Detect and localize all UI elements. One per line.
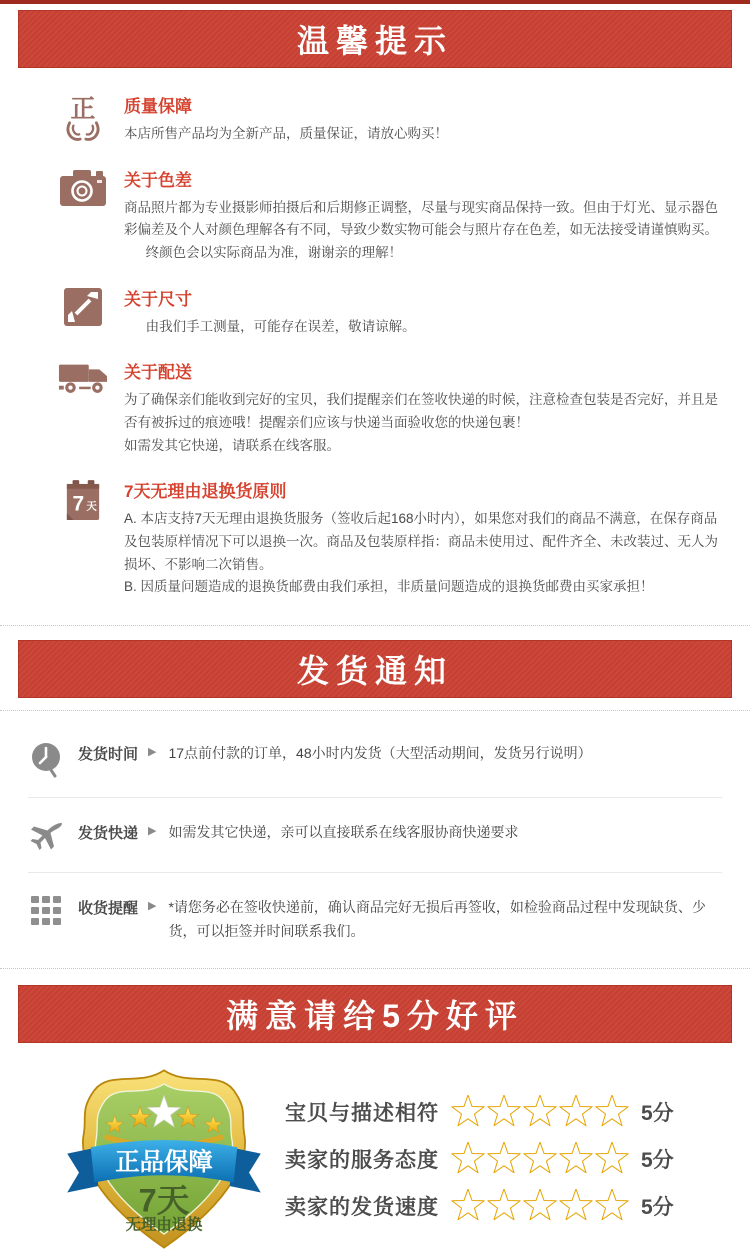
shipping-row-express	[28, 797, 722, 872]
quality-hands-icon	[58, 92, 108, 146]
shipping-row-time	[28, 719, 722, 797]
arrow-right-icon: ▶	[148, 825, 157, 838]
rating-header-title: 满意请给5分好评	[226, 997, 524, 1034]
star-icon	[523, 1095, 557, 1129]
rating-row-description	[285, 1095, 716, 1129]
shipping-row-text: 如需发其它快递，亲可以直接联系在线客服协商快递要求	[168, 824, 519, 841]
tip-quality-text: 本店所售产品均为全新产品，质量保证，请放心购买！	[124, 126, 448, 141]
five-stars-icon	[451, 1095, 631, 1129]
star-icon	[559, 1189, 593, 1223]
tip-color	[58, 166, 720, 265]
plane-icon	[28, 820, 64, 854]
rating-row-service	[285, 1142, 716, 1176]
five-stars-icon	[451, 1142, 631, 1176]
rating-row-label: 卖家的服务态度	[285, 1148, 439, 1172]
shipping-header	[18, 640, 732, 698]
star-icon	[523, 1142, 557, 1176]
arrow-right-icon: ▶	[148, 900, 157, 913]
authenticity-badge	[56, 1059, 271, 1259]
tip-return	[58, 477, 720, 599]
rating-rows	[271, 1082, 716, 1236]
page-top-strip	[0, 0, 750, 4]
separator-dotted	[0, 968, 750, 969]
separator-dotted	[0, 625, 750, 626]
truck-icon	[58, 358, 108, 457]
rating-row-label: 卖家的发货速度	[285, 1195, 439, 1219]
badge-ribbon-text: 正品保障	[114, 1148, 213, 1176]
tip-delivery-text2: 如需发其它快递，请联系在线客服。	[124, 437, 340, 453]
shipping-row-label: 发货时间	[78, 746, 139, 764]
tips-header	[18, 10, 732, 68]
tip-size	[58, 285, 720, 339]
rating-row-score: 5分	[641, 1101, 674, 1125]
clock-icon	[28, 741, 64, 779]
shipping-row-text: *请您务必在签收快递前，确认商品完好无损后再签收，如检验商品过程中发现缺货、少货，可以拒签并时间联系我们。	[168, 899, 706, 939]
tip-quality-title: 质量保障	[124, 97, 192, 116]
shipping-header-title: 发货通知	[296, 653, 453, 690]
shipping-row-label: 收货提醒	[78, 900, 139, 918]
tips-header-title: 温馨提示	[296, 23, 453, 59]
star-icon	[559, 1142, 593, 1176]
tip-delivery-text: 为了确保亲们能收到完好的宝贝，我们提醒亲们在签收快递的时候，注意检查包装是否完好，并且是否有被拆过的痕迹哦！提醒亲们应该与快递当面验收您的快递包裹！	[124, 392, 718, 431]
tip-return-text2: B. 因质量问题造成的退换货邮费由我们承担，非质量问题造成的退换货邮费由买家承担！	[124, 579, 654, 595]
star-icon	[451, 1189, 485, 1223]
camera-icon	[58, 166, 108, 265]
badge-7day-text: 7天	[138, 1182, 189, 1219]
rating-row-speed	[285, 1189, 716, 1223]
resize-arrow-icon	[58, 285, 108, 339]
rating-header	[18, 985, 732, 1043]
rating-row-score: 5分	[641, 1148, 674, 1172]
tips-section	[0, 68, 750, 625]
tip-return-text: A. 本店支持7天无理由退换货服务（签收后起168小时内），如果您对我们的商品不满意，在保存商品及包装原样情况下可以退换一次。商品及包装原样指：商品未使用过、配件齐全、未改装过、无人为损坏、不影响二次销售。	[124, 511, 718, 572]
tip-delivery-title: 关于配送	[124, 363, 192, 383]
tip-color-text: 商品照片都为专业摄影师拍摄后和后期修正调整，尽量与现实商品保持一致。但由于灯光、显示器色彩偏差及个人对颜色理解各有不同，导致少数实物可能会与照片存在色差，如无法接受请谨慎购买。	[124, 199, 718, 238]
shipping-row-text: 17点前付款的订单，48小时内发货（大型活动期间，发货另行说明）	[168, 745, 592, 762]
star-icon	[595, 1142, 629, 1176]
star-icon	[523, 1189, 557, 1223]
rating-row-label: 宝贝与描述相符	[285, 1101, 439, 1125]
calendar-7day-icon	[58, 477, 108, 599]
svg-text:正: 正	[70, 95, 96, 124]
star-icon	[487, 1189, 521, 1223]
tip-size-title: 关于尺寸	[124, 289, 192, 309]
star-icon	[451, 1142, 485, 1176]
arrow-right-icon: ▶	[148, 746, 157, 759]
rating-row-score: 5分	[641, 1195, 674, 1219]
svg-text:7: 7	[72, 492, 85, 516]
tip-quality	[58, 92, 720, 146]
svg-text:天: 天	[86, 501, 97, 513]
shipping-row-label: 发货快递	[78, 825, 139, 843]
tip-size-text: 由我们手工测量，可能存在误差，敬请谅解。	[145, 318, 416, 334]
star-icon	[487, 1095, 521, 1129]
star-icon	[559, 1095, 593, 1129]
tip-color-title: 关于色差	[124, 170, 192, 190]
grid-icon	[28, 895, 64, 927]
shield-badge-icon	[60, 1059, 268, 1259]
tip-color-text2: 终颜色会以实际商品为准，谢谢亲的理解！	[145, 245, 403, 261]
tip-return-title: 7天无理由退换货原则	[124, 482, 287, 502]
star-icon	[451, 1095, 485, 1129]
star-icon	[487, 1142, 521, 1176]
five-stars-icon	[451, 1189, 631, 1223]
badge-noreason-text: 无理由退换	[125, 1216, 202, 1234]
star-icon	[595, 1095, 629, 1129]
rating-section	[0, 1043, 750, 1259]
shipping-rows	[0, 711, 750, 962]
shipping-row-receipt	[28, 872, 722, 962]
star-icon	[595, 1189, 629, 1223]
tip-delivery	[58, 358, 720, 457]
